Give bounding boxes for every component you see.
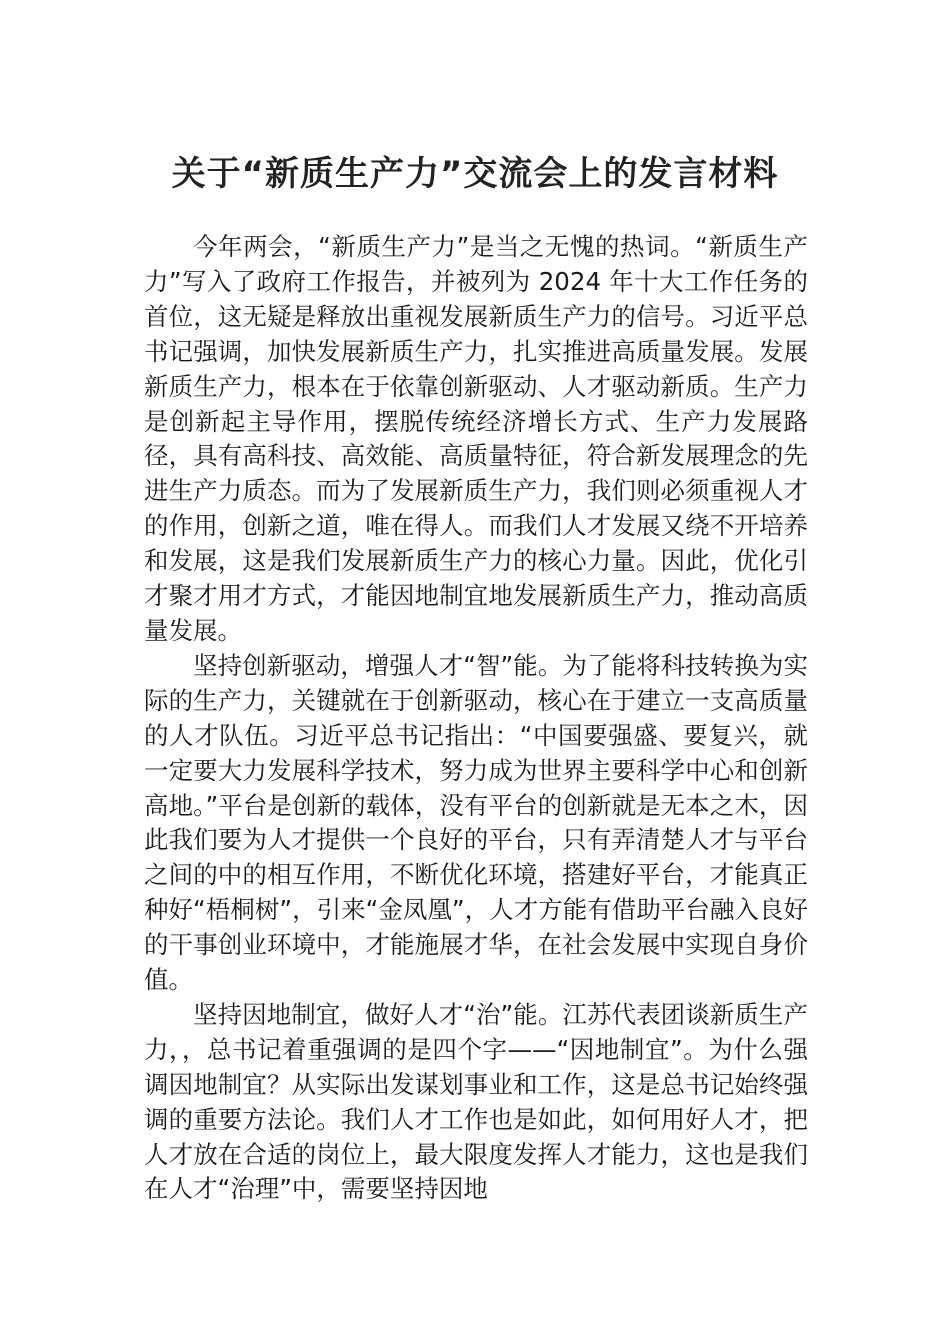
paragraph-local-conditions: 坚持因地制宜，做好人才“治”能。江苏代表团谈新质生产力，，总书记着重强调的是四个字——“因地制宜”。为什么强调因地制宜？从实际出发谋划事业和工作，这是总书记始终强调的重要方法论。我们人才工作也是如此，如何用好人才，把人才放在合适的岗位上，最大限度发挥人才能力，这也是我们在人才“治理”中，需要坚持因地 [144, 999, 808, 1204]
paragraph-intro: 今年两会，“新质生产力”是当之无愧的热词。“新质生产力”写入了政府工作报告，并被列为 2024 年十大工作任务的首位，这无疑是释放出重视发展新质生产力的信号。习近平总书记强调，加快发展新质生产力，扎实推进高质量发展。发展新质生产力，根本在于依靠创新驱动、人才驱动新质。生产力是创新起主导作用，摆脱传统经济增长方式、生产力发展路径，具有高科技、高效能、高质量特征，符合新发展理念的先进生产力质态。而为了发展新质生产力，我们则必须重视人才的作用，创新之道，唯在得人。而我们人才发展又绕不开培养和发展，这是我们发展新质生产力的核心力量。因此，优化引才聚才用才方式，才能因地制宜地发展新质生产力，推动高质量发展。 [144, 232, 808, 645]
document-body [144, 230, 808, 1207]
document-title: 关于“新质生产力”交流会上的发言材料 [171, 154, 779, 194]
paragraph-innovation: 坚持创新驱动，增强人才“智”能。为了能将科技转换为实际的生产力，关键就在于创新驱动，核心在于建立一支高质量的人才队伍。习近平总书记指出：“中国要强盛、要复兴，就一定要大力发展科学技术，努力成为世界主要科学中心和创新高地。”平台是创新的载体，没有平台的创新就是无本之木，因此我们要为人才提供一个良好的平台，只有弄清楚人才与平台之间的中的相互作用，不断优化环境，搭建好平台，才能真正种好“梧桐树”，引来“金凤凰”，人才方能有借助平台融入良好的干事创业环境中，才能施展才华，在社会发展中实现自身价值。 [144, 650, 808, 995]
